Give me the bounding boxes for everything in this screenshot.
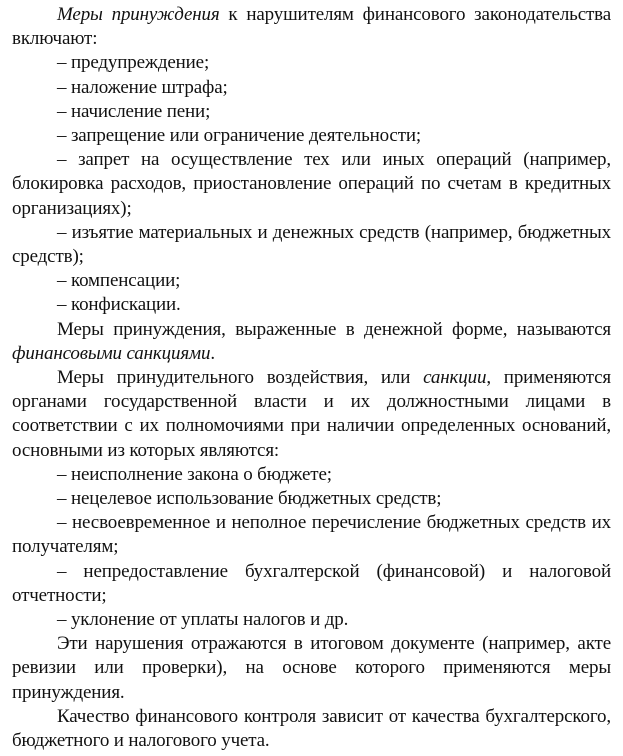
paragraph-text: Меры принуждения, выраженные в денежной форме, называются: [57, 318, 611, 340]
list-item: – запрет на осуществление тех или иных операций (например, блокировка расходов, приостановление операций по счетам в кредитных организациях);: [12, 149, 611, 219]
term-financial-sanctions: финансовыми санкциями: [12, 342, 211, 364]
list-item: – неисполнение закона о бюджете;: [57, 463, 332, 485]
paragraph-text: Меры принудительного воздействия, или: [57, 367, 424, 389]
paragraph-text: к нарушителям финансового законодательства включают:: [12, 4, 611, 50]
paragraph-financial-sanctions: [12, 318, 611, 366]
paragraph-violations-document: Эти нарушения отражаются в итоговом документе (например, акте ревизии или проверки), на основе которого применяются меры принуждения.: [12, 633, 611, 703]
term-sanctions: санкции: [423, 367, 487, 389]
list-item: – непредоставление бухгалтерской (финансовой) и налоговой отчетности;: [12, 560, 611, 606]
paragraph-text-end: , применяются органами государственной власти и их должностными лицами в соответствии с их полномочиями при наличии определенных оснований, основными из которых являются:: [12, 367, 611, 461]
coercion-measures-list: [12, 51, 611, 317]
list-item: – несвоевременное и неполное перечисление бюджетных средств их получателям;: [12, 512, 611, 558]
paragraph-coercion-measures: [12, 3, 611, 51]
list-item: – запрещение или ограничение деятельности;: [57, 125, 422, 147]
grounds-list: [12, 463, 611, 632]
list-item: – предупреждение;: [57, 52, 210, 74]
list-item: – уклонение от уплаты налогов и др.: [57, 609, 349, 631]
paragraph-control-quality: Качество финансового контроля зависит от качества бухгалтерского, бюджетного и налогового учета.: [12, 705, 611, 752]
list-item: – конфискации.: [57, 294, 181, 316]
list-item: – изъятие материальных и денежных средств (например, бюджетных средств);: [12, 221, 611, 268]
paragraph-sanctions: [12, 366, 611, 463]
list-item: – начисление пени;: [57, 100, 211, 122]
list-item: – нецелевое использование бюджетных средств;: [57, 488, 442, 510]
list-item: – компенсации;: [57, 270, 181, 292]
paragraph-text-end: .: [210, 342, 215, 364]
term-coercion-measures: Меры принуждения: [57, 4, 220, 25]
list-item: – наложение штрафа;: [57, 76, 228, 98]
